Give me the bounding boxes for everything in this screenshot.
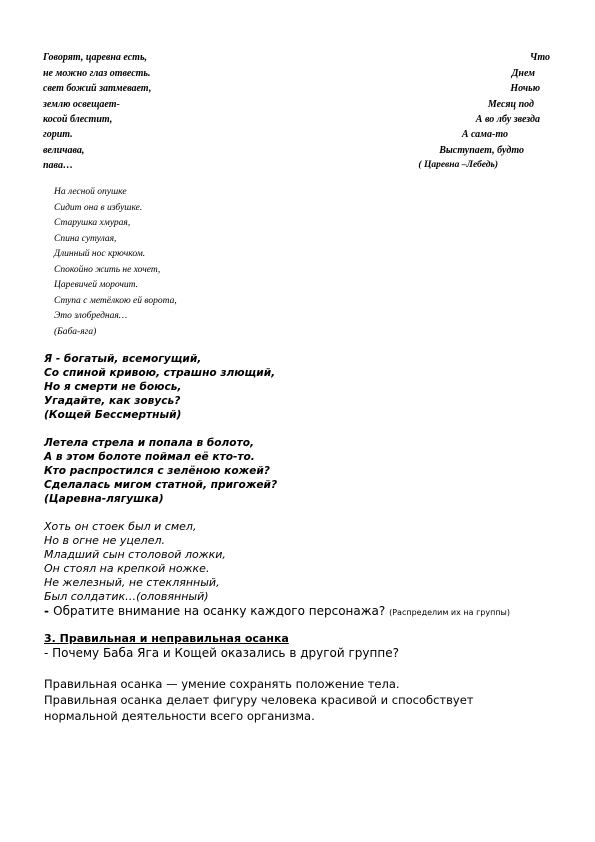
poem-row: косой блестит, А во лбу звезда	[43, 114, 540, 125]
poem-line: Он стоял на крепкой ножке.	[44, 562, 210, 575]
definition-line: Правильная осанка — умение сохранять положение тела.	[44, 677, 400, 691]
poem-line: (Кощей Бессмертный)	[44, 409, 182, 421]
posture-question: - Обратите внимание на осанку каждого персонажа? (Распределим их на группы)	[44, 604, 510, 618]
question-note: (Распределим их на группы)	[389, 608, 510, 617]
poem-line: Царевичей морочит.	[54, 280, 139, 290]
poem-line: Старушка хмурая,	[54, 218, 131, 228]
tin-soldier-poem	[44, 520, 226, 604]
poem-row: землю освещает- Месяц под	[43, 99, 534, 110]
definition-line: Правильная осанка делает фигуру человека красивой и способствует	[44, 693, 474, 707]
poem-line: Я - богатый, всемогущий,	[44, 353, 202, 365]
poem-line: Угадайте, как зовусь?	[44, 395, 181, 407]
baba-yaga-poem	[54, 185, 177, 340]
poem-row: Говорят, царевна есть, Что	[43, 52, 550, 63]
section-heading: 3. Правильная и неправильная осанка	[44, 632, 289, 645]
poem-line: Кто распростился с зелёною кожей?	[44, 465, 270, 477]
poem-line: Хоть он стоек был и смел,	[44, 520, 197, 533]
poem-line: Но в огне не уцелел.	[44, 534, 165, 547]
poem-line: (Царевна-лягушка)	[44, 493, 164, 505]
posture-definition	[44, 676, 584, 724]
poem-line: Спокойно жить не хочет,	[54, 264, 161, 275]
group-question: - Почему Баба Яга и Кощей оказались в другой группе?	[44, 646, 399, 660]
poem-line: Летела стрела и попала в болото,	[44, 437, 255, 449]
poem-line: Младший сын столовой ложки,	[44, 548, 226, 561]
poem-line: (Баба-яга)	[54, 326, 97, 337]
poem-row: величава, Выступает, будто	[43, 145, 524, 156]
poem-line: Но я смерти не боюсь,	[44, 381, 182, 393]
poem-line: Сидит она в избушке.	[54, 202, 143, 213]
poem-line: А в этом болоте поймал её кто-то.	[44, 451, 255, 463]
poem-row: пава… ( Царевна –Лебедь)	[43, 160, 498, 171]
poem-line: Ступа с метёлкою ей ворота,	[54, 295, 177, 306]
poem-line: Длинный нос крючком.	[54, 249, 146, 259]
koschei-poem	[44, 352, 275, 422]
poem-row: свет божий затмевает, Ночью	[43, 83, 540, 94]
poem-line: Со спиной кривою, страшно злющий,	[44, 367, 276, 379]
definition-line: нормальной деятельности всего организма.	[44, 709, 315, 723]
poem-line: Был солдатик…(оловянный)	[44, 590, 209, 603]
poem-line: Спина сутулая,	[54, 233, 117, 244]
poem-line: Это злобредная…	[54, 311, 128, 321]
poem-line: На лесной опушке	[54, 187, 127, 197]
frog-princess-poem	[44, 436, 277, 506]
poem-row: не можно глаз отвесть. Днем	[43, 68, 535, 79]
poem-line: Сделалась мигом статной, пригожей?	[44, 479, 278, 491]
poem-row: горит. А сама-то	[43, 129, 508, 140]
poem-line: Не железный, не стеклянный,	[44, 576, 220, 589]
